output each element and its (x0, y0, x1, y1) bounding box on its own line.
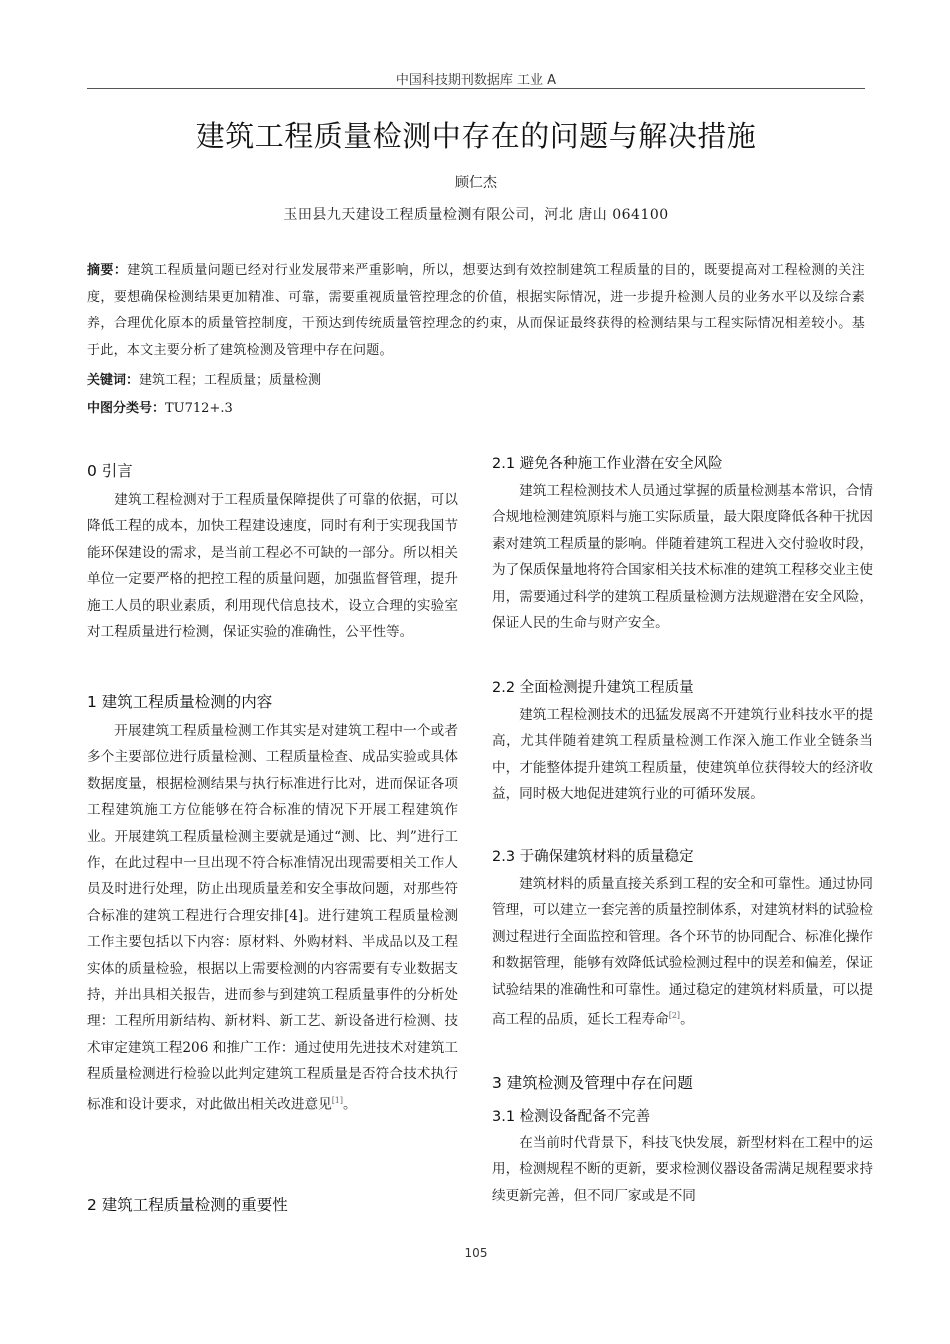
section-3-1-paragraph: 在当前时代背景下，科技飞快发展，新型材料在工程中的运用，检测规程不断的更新，要求检测仪器设备需满足规程要求持续更新完善，但不同厂家或是不同 (492, 1135, 873, 1204)
section-1-paragraph (87, 718, 458, 1118)
section-2-3-paragraph (492, 871, 873, 1033)
classification-label: 中图分类号： (87, 401, 166, 416)
paper-title: 建筑工程质量检测中存在的问题与解决措施 (195, 119, 757, 153)
abstract-text: 建筑工程质量问题已经对行业发展带来严重影响，所以，想要达到有效控制建筑工程质量的目的，既要提高对工程检测的关注度，要想确保检测结果更加精准、可靠，需要重视质量管控理念的价值，根据实际情况，进一步提升检测人员的业务水平以及综合素养，合理优化原本的质量管控制度，干预达到传统质量管控理念的约束，从而保证最终获得的检测结果与工程实际情况相差较小。基于此，本文主要分析了建筑检测及管理中存在问题。 (87, 263, 865, 358)
section-1-end: 。 (343, 1096, 357, 1113)
section-0-paragraph: 建筑工程检测对于工程质量保障提供了可靠的依据，可以降低工程的成本，加快工程建设速度，同时有利于实现我国节能环保建设的需求，是当前工程必不可缺的一部分。所以相关单位一定要严格的把控工程的质量问题，加强监督管理，提升施工人员的职业素质，利用现代信息技术，设立合理的实验室对工程质量进行检测，保证实验的准确性，公平性等。 (87, 492, 458, 641)
citation-1[interactable]: [1] (331, 1095, 344, 1105)
section-2-2-paragraph: 建筑工程检测技术的迅猛发展离不开建筑行业科技水平的提高，尤其伴随着建筑工程质量检测工作深入施工作业全链条当中，才能整体提升建筑工程质量，使建筑单位获得较大的经济收益，同时极大地促进建筑行业的可循环发展。 (492, 707, 873, 803)
section-2-3-heading: 2.3 于确保建筑材料的质量稳定 (492, 849, 694, 865)
section-2-1-heading: 2.1 避免各种施工作业潜在安全风险 (492, 456, 723, 472)
section-2-2-heading: 2.2 全面检测提升建筑工程质量 (492, 680, 694, 696)
section-0-heading: 0 引言 (87, 462, 133, 480)
keywords-label: 关键词： (87, 373, 140, 388)
journal-header: 中国科技期刊数据库 工业 A (395, 73, 557, 88)
header-rule (87, 88, 865, 89)
classification-text: TU712+.3 (165, 401, 233, 416)
abstract (87, 258, 865, 364)
section-2-3-text: 建筑材料的质量直接关系到工程的安全和可靠性。通过协同管理，可以建立一套完善的质量控制体系，对建筑材料的试验检测过程进行全面监控和管理。各个环节的协同配合、标准化操作和数据管理，能够有效降低试验检测过程中的误差和偏差，保证试验结果的准确性和可靠性。通过稳定的建筑材料质量，可以提高工程的品质，延长工程寿命 (492, 876, 873, 1028)
citation-2[interactable]: [2] (668, 1011, 681, 1021)
keywords-text: 建筑工程；工程质量；质量检测 (139, 373, 322, 388)
classification (87, 397, 865, 416)
section-1-heading: 1 建筑工程质量检测的内容 (87, 693, 273, 711)
page-number: 105 (464, 1246, 488, 1260)
section-2-3-end: 。 (680, 1011, 694, 1028)
affiliation: 玉田县九天建设工程质量检测有限公司，河北 唐山 064100 (283, 207, 669, 223)
author: 顾仁杰 (455, 175, 497, 191)
abstract-label: 摘要： (87, 263, 128, 278)
keywords (87, 369, 865, 388)
section-2-heading: 2 建筑工程质量检测的重要性 (87, 1196, 288, 1214)
section-3-heading: 3 建筑检测及管理中存在问题 (492, 1074, 693, 1092)
section-3-1-heading: 3.1 检测设备配备不完善 (492, 1109, 651, 1125)
section-1-text: 开展建筑工程质量检测工作其实是对建筑工程中一个或者多个主要部位进行质量检测、工程质量检查、成品实验或具体数据度量，根据检测结果与执行标准进行比对，进而保证各项工程建筑施工方位能够在符合标准的情况下开展工程建筑作业。开展建筑工程质量检测主要就是通过“测、比、判”进行工作，在此过程中一旦出现不符合标准情况出现需要相关工作人员及时进行处理，防止出现质量差和安全事故问题，对那些符合标准的建筑工程进行合理安排[4]。进行建筑工程质量检测工作主要包括以下内容：原材料、外购材料、半成品以及工程实体的质量检验，根据以上需要检测的内容需要有专业数据支持，并出具相关报告，进而参与到建筑工程质量事件的分析处理：工程所用新结构、新材料、新工艺、新设备进行检测、技术审定建筑工程206 和推广工作：通过使用先进技术对建筑工程质量检测进行检验以此判定建筑工程质量是否符合技术执行标准和设计要求，对此做出相关改进意见 (87, 723, 458, 1113)
section-2-1-paragraph: 建筑工程检测技术人员通过掌握的质量检测基本常识，合情合规地检测建筑原料与施工实际质量，最大限度降低各种干扰因素对建筑工程质量的影响。伴随着建筑工程进入交付验收时段，为了保质保量地将符合国家相关技术标准的建筑工程移交业主使用，需要通过科学的建筑工程质量检测方法规避潜在安全风险，保证人民的生命与财产安全。 (492, 483, 873, 632)
